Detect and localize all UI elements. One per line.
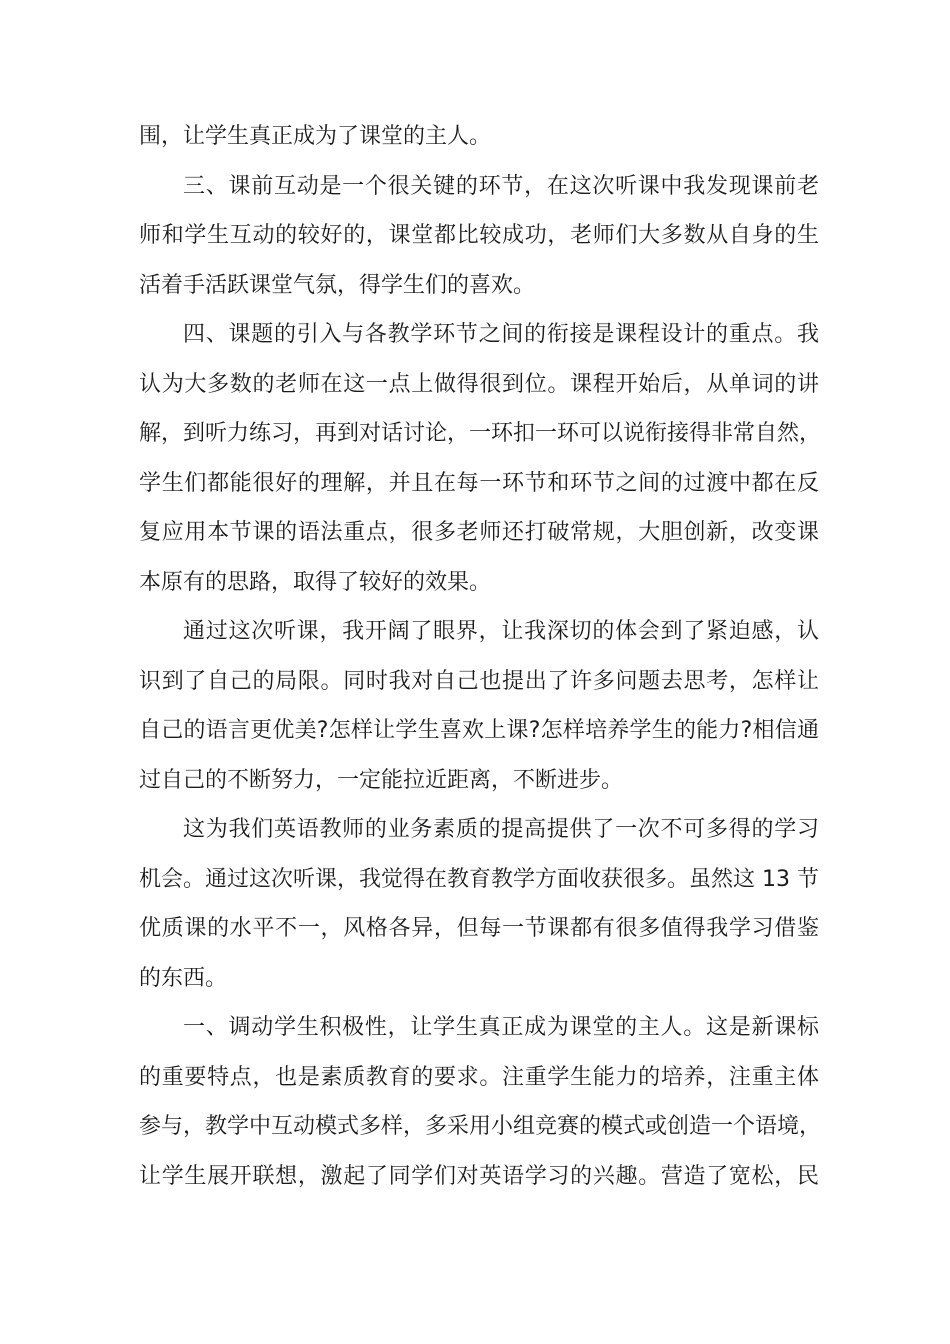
text-line: 复应用本节课的语法重点，很多老师还打破常规，大胆创新，改变课 <box>139 520 819 545</box>
document-page <box>139 112 822 1201</box>
text-line: 自己的语言更优美?怎样让学生喜欢上课?怎样培养学生的能力?相信通 <box>139 718 819 743</box>
text-line: 师和学生互动的较好的，课堂都比较成功，老师们大多数从自身的生 <box>139 223 819 248</box>
paragraph <box>139 310 822 607</box>
text-line: 让学生展开联想，激起了同学们对英语学习的兴趣。营造了宽松，民 <box>139 1163 819 1189</box>
paragraph <box>139 607 819 805</box>
paragraph <box>139 1003 822 1201</box>
text-line: 四、课题的引入与各教学环节之间的衔接是课程设计的重点。我 <box>183 322 819 347</box>
text-line: 通过这次听课，我开阔了眼界，让我深切的体会到了紧迫感，认 <box>183 619 819 644</box>
text-line: 参与，教学中互动模式多样，多采用小组竞赛的模式或创造一个语境， <box>139 1114 822 1139</box>
text-line: 过自己的不断努力，一定能拉近距离，不断进步。 <box>139 767 624 793</box>
text-line: 三、课前互动是一个很关键的环节，在这次听课中我发现课前老 <box>183 173 819 199</box>
text-line: 的东西。 <box>139 965 228 991</box>
text-line: 活着手活跃课堂气氛，得学生们的喜欢。 <box>139 272 536 298</box>
text-line: 优质课的水平不一，风格各异，但每一节课都有很多值得我学习借鉴 <box>139 916 819 941</box>
paragraph <box>139 112 819 162</box>
text-line: 解，到听力练习，再到对话讨论，一环扣一环可以说衔接得非常自然， <box>139 421 822 446</box>
text-line: 认为大多数的老师在这一点上做得很到位。课程开始后，从单词的讲 <box>139 371 819 397</box>
text-line: 的重要特点，也是素质教育的要求。注重学生能力的培养，注重主体 <box>139 1064 819 1090</box>
text-line: 本原有的思路，取得了较好的效果。 <box>139 569 492 595</box>
text-line: 围，让学生真正成为了课堂的主人。 <box>139 124 492 149</box>
text-line: 这为我们英语教师的业务素质的提高提供了一次不可多得的学习 <box>183 817 819 842</box>
text-line: 学生们都能很好的理解，并且在每一环节和环节之间的过渡中都在反 <box>139 470 819 496</box>
text-line: 机会。通过这次听课，我觉得在教育教学方面收获很多。虽然这 13 节 <box>139 866 819 892</box>
paragraph <box>139 805 819 1003</box>
paragraph <box>139 162 819 311</box>
text-line: 识到了自己的局限。同时我对自己也提出了许多问题去思考，怎样让 <box>139 668 819 694</box>
text-line: 一、调动学生积极性，让学生真正成为课堂的主人。这是新课标 <box>183 1015 819 1040</box>
